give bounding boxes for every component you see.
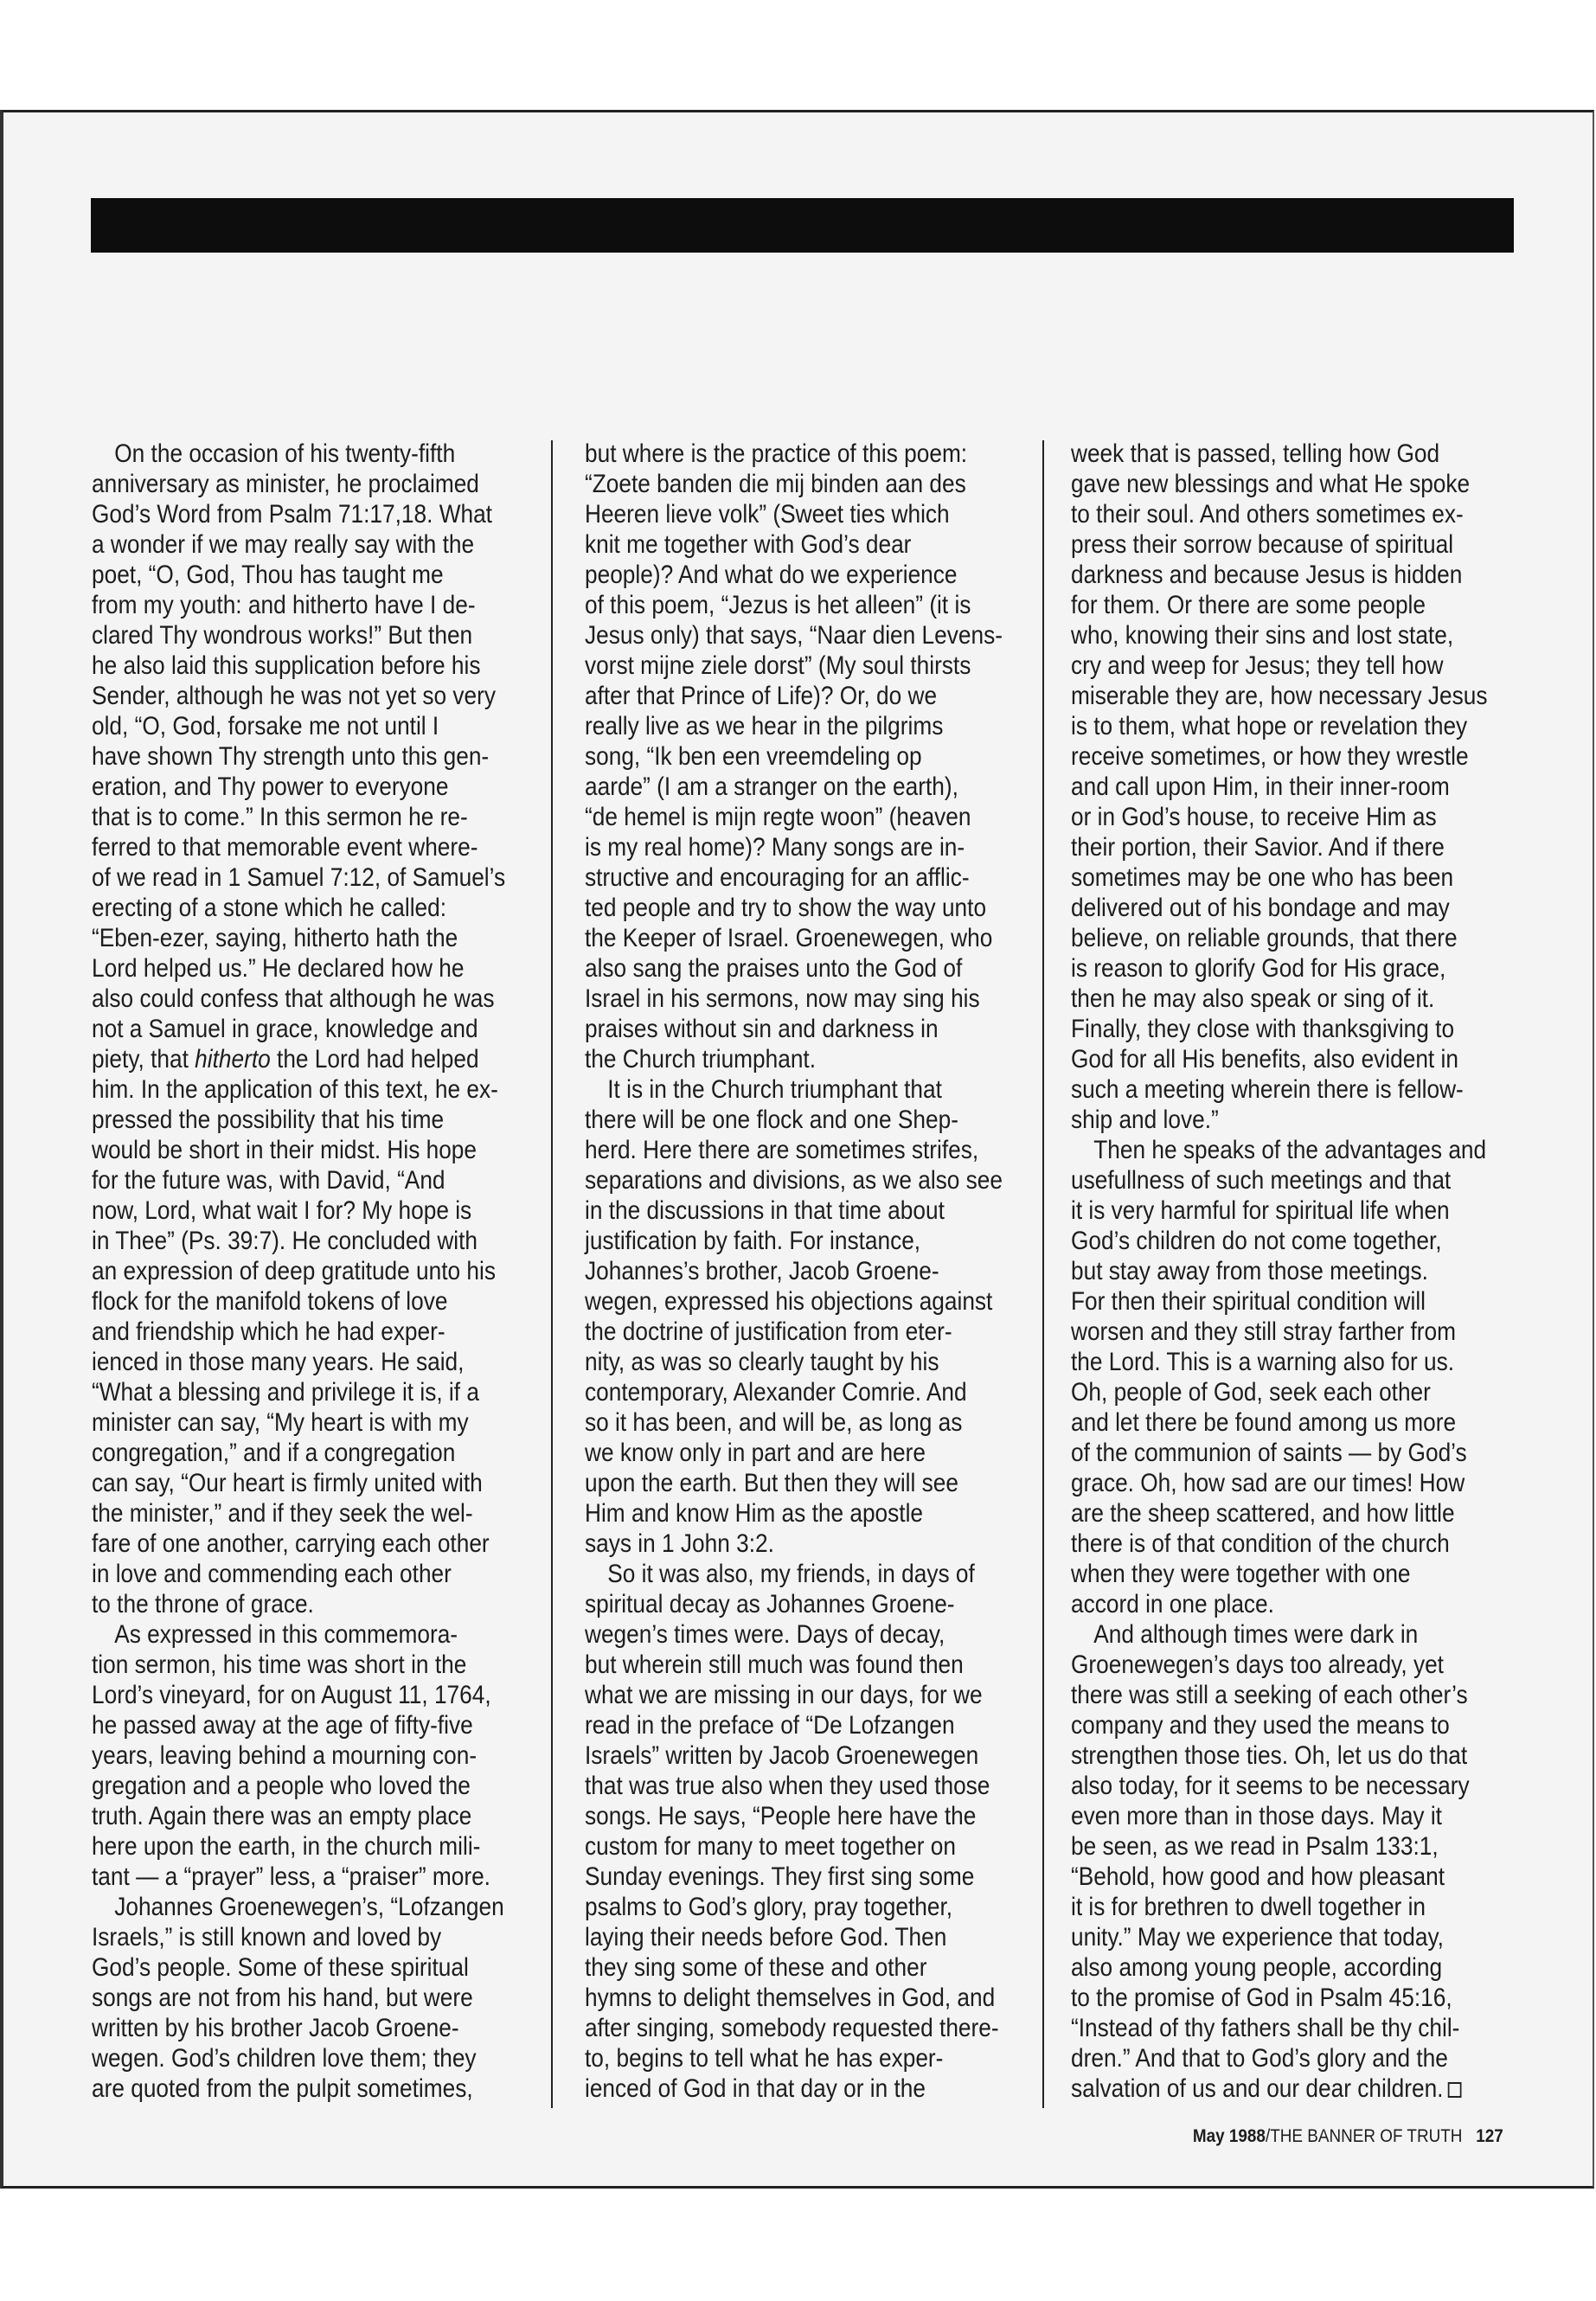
text-line: an expression of deep gratitude unto his bbox=[92, 1257, 496, 1285]
text-line: eration, and Thy power to everyone bbox=[92, 772, 449, 801]
text-line: Lord helped us.” He declared how he bbox=[92, 954, 465, 983]
text-line: worsen and they still stray farther from bbox=[1071, 1317, 1456, 1346]
page-footer bbox=[1193, 2126, 1503, 2147]
text-line: written by his brother Jacob Groene- bbox=[92, 2014, 459, 2042]
text-line: and call upon Him, in their inner-room bbox=[1071, 772, 1450, 801]
text-line: praises without sin and darkness in bbox=[585, 1015, 939, 1043]
text-line: what we are missing in our days, for we bbox=[585, 1681, 983, 1709]
text-line: such a meeting wherein there is fellow- bbox=[1071, 1075, 1464, 1104]
text-line: contemporary, Alexander Comrie. And bbox=[585, 1378, 967, 1407]
text-line: tion sermon, his time was short in the bbox=[92, 1650, 467, 1679]
text-line bbox=[92, 1619, 485, 1650]
text-line: For then their spiritual condition will bbox=[1071, 1287, 1426, 1316]
text-line: miserable they are, how necessary Jesus bbox=[1071, 682, 1488, 710]
text-line: for the future was, with David, “And bbox=[92, 1166, 445, 1195]
text-line: receive sometimes, or how they wrestle bbox=[1071, 742, 1469, 771]
text-line: delivered out of his bondage and may bbox=[1071, 894, 1450, 922]
text-line: old, “O, God, forsake me not until I bbox=[92, 712, 439, 740]
text-line: wegen’s times were. Days of decay, bbox=[585, 1620, 945, 1649]
text-line: “Behold, how good and how pleasant bbox=[1071, 1862, 1445, 1891]
text-line: songs. He says, “People here have the bbox=[585, 1802, 977, 1830]
text-line bbox=[1071, 1135, 1487, 1165]
text-line: “de hemel is mijn regte woon” (heaven bbox=[585, 803, 971, 831]
text-line: the minister,” and if they seek the wel- bbox=[92, 1499, 473, 1528]
text-line: him. In the application of this text, he ex- bbox=[92, 1075, 498, 1104]
text-line: the Keeper of Israel. Groenewegen, who bbox=[585, 924, 993, 952]
text-line: it is for brethren to dwell together in bbox=[1071, 1893, 1426, 1921]
text-line: to their soul. And others sometimes ex- bbox=[1071, 500, 1464, 529]
text-line: of this poem, “Jezus is het alleen” (it is bbox=[585, 591, 971, 619]
text-line: after that Prince of Life)? Or, do we bbox=[585, 682, 938, 710]
text-line: the doctrine of justification from eter- bbox=[585, 1317, 952, 1346]
text-line: also among young people, according bbox=[1071, 1953, 1443, 1982]
text-line: of we read in 1 Samuel 7:12, of Samuel’s bbox=[92, 863, 506, 892]
text-line: also today, for it seems to be necessary bbox=[1071, 1772, 1470, 1800]
text-line: Heeren lieve volk” (Sweet ties which bbox=[585, 500, 950, 529]
text-line: Israels,” is still known and loved by bbox=[92, 1923, 442, 1952]
text-line: also could confess that although he was bbox=[92, 984, 495, 1013]
text-line: ienced in those many years. He said, bbox=[92, 1348, 465, 1376]
text-line: song, “Ik ben een vreemdeling op bbox=[585, 742, 922, 771]
text-line: Finally, they close with thanksgiving to bbox=[1071, 1015, 1455, 1043]
text-line: are quoted from the pulpit sometimes, bbox=[92, 2074, 473, 2103]
text-line: in Thee” (Ps. 39:7). He concluded with bbox=[92, 1227, 478, 1255]
page-number: 127 bbox=[1476, 2126, 1503, 2146]
text-line: anniversary as minister, he proclaimed bbox=[92, 470, 479, 498]
text-line: can say, “Our heart is firmly united with bbox=[92, 1469, 483, 1497]
text-line: accord in one place. bbox=[1071, 1590, 1274, 1618]
text-line: even more than in those days. May it bbox=[1071, 1802, 1442, 1830]
text-line: grace. Oh, how sad are our times! How bbox=[1071, 1469, 1465, 1497]
text-line: unity.” May we experience that today, bbox=[1071, 1923, 1444, 1952]
text-line: that is to come.” In this sermon he re- bbox=[92, 803, 468, 831]
text-span: So it was also, my friends, in days of bbox=[607, 1560, 975, 1588]
text-line: to, begins to tell what he has exper- bbox=[585, 2044, 944, 2073]
text-line: gave new blessings and what He spoke bbox=[1071, 470, 1471, 498]
text-line: now, Lord, what wait I for? My hope is bbox=[92, 1196, 472, 1225]
text-line: custom for many to meet together on bbox=[585, 1832, 956, 1861]
text-line: nity, as was so clearly taught by his bbox=[585, 1348, 939, 1376]
text-line bbox=[92, 439, 485, 469]
text-line: people)? And what do we experience bbox=[585, 561, 958, 589]
text-line: congregation,” and if a congregation bbox=[92, 1439, 456, 1467]
text-line: is reason to glorify God for His grace, bbox=[1071, 954, 1446, 983]
text-line: there is of that condition of the church bbox=[1071, 1529, 1450, 1558]
text-line: have shown Thy strength unto this gen- bbox=[92, 742, 490, 771]
publication-name: /THE BANNER OF TRUTH bbox=[1266, 2126, 1463, 2146]
text-line: but where is the practice of this poem: bbox=[585, 439, 968, 468]
text-line: “Zoete banden die mij binden aan des bbox=[585, 470, 966, 498]
text-line: from my youth: and hitherto have I de- bbox=[92, 591, 476, 619]
column-2 bbox=[585, 439, 1035, 2104]
text-line bbox=[585, 1074, 978, 1105]
text-span: On the occasion of his twenty-fifth bbox=[114, 439, 456, 468]
text-line: but stay away from those meetings. bbox=[1071, 1257, 1428, 1285]
text-line: is to them, what hope or revelation they bbox=[1071, 712, 1468, 740]
text-line: years, leaving behind a mourning con- bbox=[92, 1741, 478, 1770]
text-line: Lord’s vineyard, for on August 11, 1764, bbox=[92, 1681, 491, 1709]
text-line: structive and encouraging for an afflic- bbox=[585, 863, 970, 892]
text-line: here upon the earth, in the church mili- bbox=[92, 1832, 481, 1861]
text-line: dren.” And that to God’s glory and the bbox=[1071, 2044, 1448, 2073]
text-line: and friendship which he had exper- bbox=[92, 1317, 445, 1346]
text-line: psalms to God’s glory, pray together, bbox=[585, 1893, 953, 1921]
text-line: a wonder if we may really say with the bbox=[92, 530, 475, 559]
text-line: wegen, expressed his objections against bbox=[585, 1287, 993, 1316]
text-line: minister can say, “My heart is with my bbox=[92, 1408, 469, 1437]
text-line: and let there be found among us more bbox=[1071, 1408, 1457, 1437]
text-line: there will be one flock and one Shep- bbox=[585, 1106, 958, 1134]
text-line: Sunday evenings. They first sing some bbox=[585, 1862, 975, 1891]
text-line: flock for the manifold tokens of love bbox=[92, 1287, 448, 1316]
text-line: also sang the praises unto the God of bbox=[585, 954, 963, 983]
text-line: to the promise of God in Psalm 45:16, bbox=[1071, 1984, 1452, 2012]
text-line: truth. Again there was an empty place bbox=[92, 1802, 472, 1830]
text-line: that was true also when they used those bbox=[585, 1772, 990, 1800]
text-line: or in God’s house, to receive Him as bbox=[1071, 803, 1437, 831]
text-line: tant — a “prayer” less, a “praiser” more. bbox=[92, 1862, 490, 1891]
text-line: read in the preface of “De Lofzangen bbox=[585, 1711, 955, 1740]
text-line: of the communion of saints — by God’s bbox=[1071, 1439, 1467, 1467]
text-line: God’s Word from Psalm 71:17,18. What bbox=[92, 500, 492, 529]
text-line: for them. Or there are some people bbox=[1071, 591, 1426, 619]
text-line: sometimes may be one who has been bbox=[1071, 863, 1454, 892]
column-3 bbox=[1071, 439, 1521, 2104]
text-line: pressed the possibility that his time bbox=[92, 1106, 445, 1134]
text-span: piety, that bbox=[92, 1045, 195, 1074]
column-1 bbox=[92, 439, 542, 2104]
text-line: clared Thy wondrous works!” But then bbox=[92, 621, 473, 650]
text-line: are the sheep scattered, and how little bbox=[1071, 1499, 1455, 1528]
text-line: songs are not from his hand, but were bbox=[92, 1984, 473, 2012]
emphasis-text: hitherto bbox=[195, 1045, 271, 1074]
text-line: spiritual decay as Johannes Groene- bbox=[585, 1590, 955, 1618]
text-line: in the discussions in that time about bbox=[585, 1196, 945, 1225]
text-span: Then he speaks of the advantages and bbox=[1093, 1136, 1487, 1164]
text-line: Jesus only) that says, “Naar dien Levens- bbox=[585, 621, 1003, 650]
text-line: wegen. God’s children love them; they bbox=[92, 2044, 477, 2073]
end-of-article-square-icon bbox=[1448, 2082, 1462, 2098]
text-span: It is in the Church triumphant that bbox=[607, 1075, 942, 1104]
text-line bbox=[1071, 2073, 1465, 2104]
text-line: strengthen those ties. Oh, let us do that bbox=[1071, 1741, 1468, 1770]
text-line: to the throne of grace. bbox=[92, 1590, 314, 1618]
text-line: in love and commending each other bbox=[92, 1560, 452, 1588]
text-line: aarde” (I am a stranger on the earth), bbox=[585, 772, 958, 801]
text-line: there was still a seeking of each other’s bbox=[1071, 1681, 1468, 1709]
text-line: says in 1 John 3:2. bbox=[585, 1529, 774, 1558]
text-line: vorst mijne ziele dorst” (My soul thirsts bbox=[585, 651, 971, 680]
text-line: Israels” written by Jacob Groenewegen bbox=[585, 1741, 979, 1770]
text-line bbox=[585, 1559, 978, 1589]
text-line: ship and love.” bbox=[1071, 1106, 1219, 1134]
text-line: the Church triumphant. bbox=[585, 1045, 817, 1074]
column-rule bbox=[1042, 440, 1044, 2108]
text-line: is my real home)? Many songs are in- bbox=[585, 833, 965, 862]
text-line: he also laid this supplication before his bbox=[92, 651, 481, 680]
text-span: salvation of us and our dear children. bbox=[1071, 2074, 1444, 2103]
text-line: but wherein still much was found then bbox=[585, 1650, 964, 1679]
text-span: the Lord had helped bbox=[270, 1045, 479, 1074]
text-line: so it has been, and will be, as long as bbox=[585, 1408, 963, 1437]
text-line: erecting of a stone which he called: bbox=[92, 894, 447, 922]
text-line: they sing some of these and other bbox=[585, 1953, 927, 1982]
text-line: “Instead of thy fathers shall be thy chil- bbox=[1071, 2014, 1460, 2042]
header-bar bbox=[91, 198, 1514, 253]
text-line: then he may also speak or sing of it. bbox=[1071, 984, 1435, 1013]
text-line: week that is passed, telling how God bbox=[1071, 439, 1440, 468]
text-line: poet, “O, God, Thou has taught me bbox=[92, 561, 444, 589]
text-line: press their sorrow because of spiritual bbox=[1071, 530, 1454, 559]
text-line: God’s people. Some of these spiritual bbox=[92, 1953, 469, 1982]
text-line: Oh, people of God, seek each other bbox=[1071, 1378, 1431, 1407]
text-line bbox=[92, 1044, 485, 1074]
text-line: really live as we hear in the pilgrims bbox=[585, 712, 944, 740]
text-line: God’s children do not come together, bbox=[1071, 1227, 1442, 1255]
text-line: who, knowing their sins and lost state, bbox=[1071, 621, 1454, 650]
text-line: usefullness of such meetings and that bbox=[1071, 1166, 1452, 1195]
text-line: Israel in his sermons, now may sing his bbox=[585, 984, 980, 1013]
text-line: ferred to that memorable event where- bbox=[92, 833, 478, 862]
text-line: it is very harmful for spiritual life when bbox=[1071, 1196, 1450, 1225]
text-line: be seen, as we read in Psalm 133:1, bbox=[1071, 1832, 1439, 1861]
text-line: Johannes’s brother, Jacob Groene- bbox=[585, 1257, 939, 1285]
text-line: their portion, their Savior. And if there bbox=[1071, 833, 1445, 862]
text-line: knit me together with God’s dear bbox=[585, 530, 912, 559]
issue-date: May 1988 bbox=[1193, 2126, 1266, 2146]
text-line: darkness and because Jesus is hidden bbox=[1071, 561, 1463, 589]
text-line: the Lord. This is a warning also for us. bbox=[1071, 1348, 1455, 1376]
text-line: separations and divisions, as we also see bbox=[585, 1166, 1003, 1195]
text-line: fare of one another, carrying each other bbox=[92, 1529, 490, 1558]
text-line: believe, on reliable grounds, that there bbox=[1071, 924, 1458, 952]
text-line bbox=[1071, 1619, 1465, 1650]
text-line: after singing, somebody requested there- bbox=[585, 2014, 999, 2042]
text-span: As expressed in this commemora- bbox=[114, 1620, 458, 1649]
text-line: Him and know Him as the apostle bbox=[585, 1499, 924, 1528]
text-line: we know only in part and are here bbox=[585, 1439, 926, 1467]
text-line: ted people and try to show the way unto bbox=[585, 894, 987, 922]
text-line: “What a blessing and privilege it is, if a bbox=[92, 1378, 479, 1407]
text-line: cry and weep for Jesus; they tell how bbox=[1071, 651, 1444, 680]
text-line: when they were together with one bbox=[1071, 1560, 1411, 1588]
text-line: Sender, although he was not yet so very bbox=[92, 682, 496, 710]
text-line: justification by faith. For instance, bbox=[585, 1227, 921, 1255]
text-line: gregation and a people who loved the bbox=[92, 1772, 471, 1800]
text-line: herd. Here there are sometimes strifes, bbox=[585, 1136, 979, 1164]
text-line: upon the earth. But then they will see bbox=[585, 1469, 958, 1497]
text-line: hymns to delight themselves in God, and bbox=[585, 1984, 996, 2012]
text-line: ienced of God in that day or in the bbox=[585, 2074, 926, 2103]
text-line: “Eben-ezer, saying, hitherto hath the bbox=[92, 924, 458, 952]
text-line: God for all His benefits, also evident in bbox=[1071, 1045, 1458, 1074]
text-line bbox=[92, 1892, 504, 1922]
text-line: Groenewegen’s days too already, yet bbox=[1071, 1650, 1444, 1679]
column-rule bbox=[551, 440, 553, 2108]
text-line: laying their needs before God. Then bbox=[585, 1923, 947, 1952]
text-line: he passed away at the age of fifty-five bbox=[92, 1711, 473, 1740]
text-span: And although times were dark in bbox=[1093, 1620, 1419, 1649]
text-line: would be short in their midst. His hope bbox=[92, 1136, 478, 1164]
text-line: not a Samuel in grace, knowledge and bbox=[92, 1015, 478, 1043]
text-line: company and they used the means to bbox=[1071, 1711, 1450, 1740]
text-span: Johannes Groenewegen’s, “Lofzangen bbox=[114, 1893, 504, 1921]
